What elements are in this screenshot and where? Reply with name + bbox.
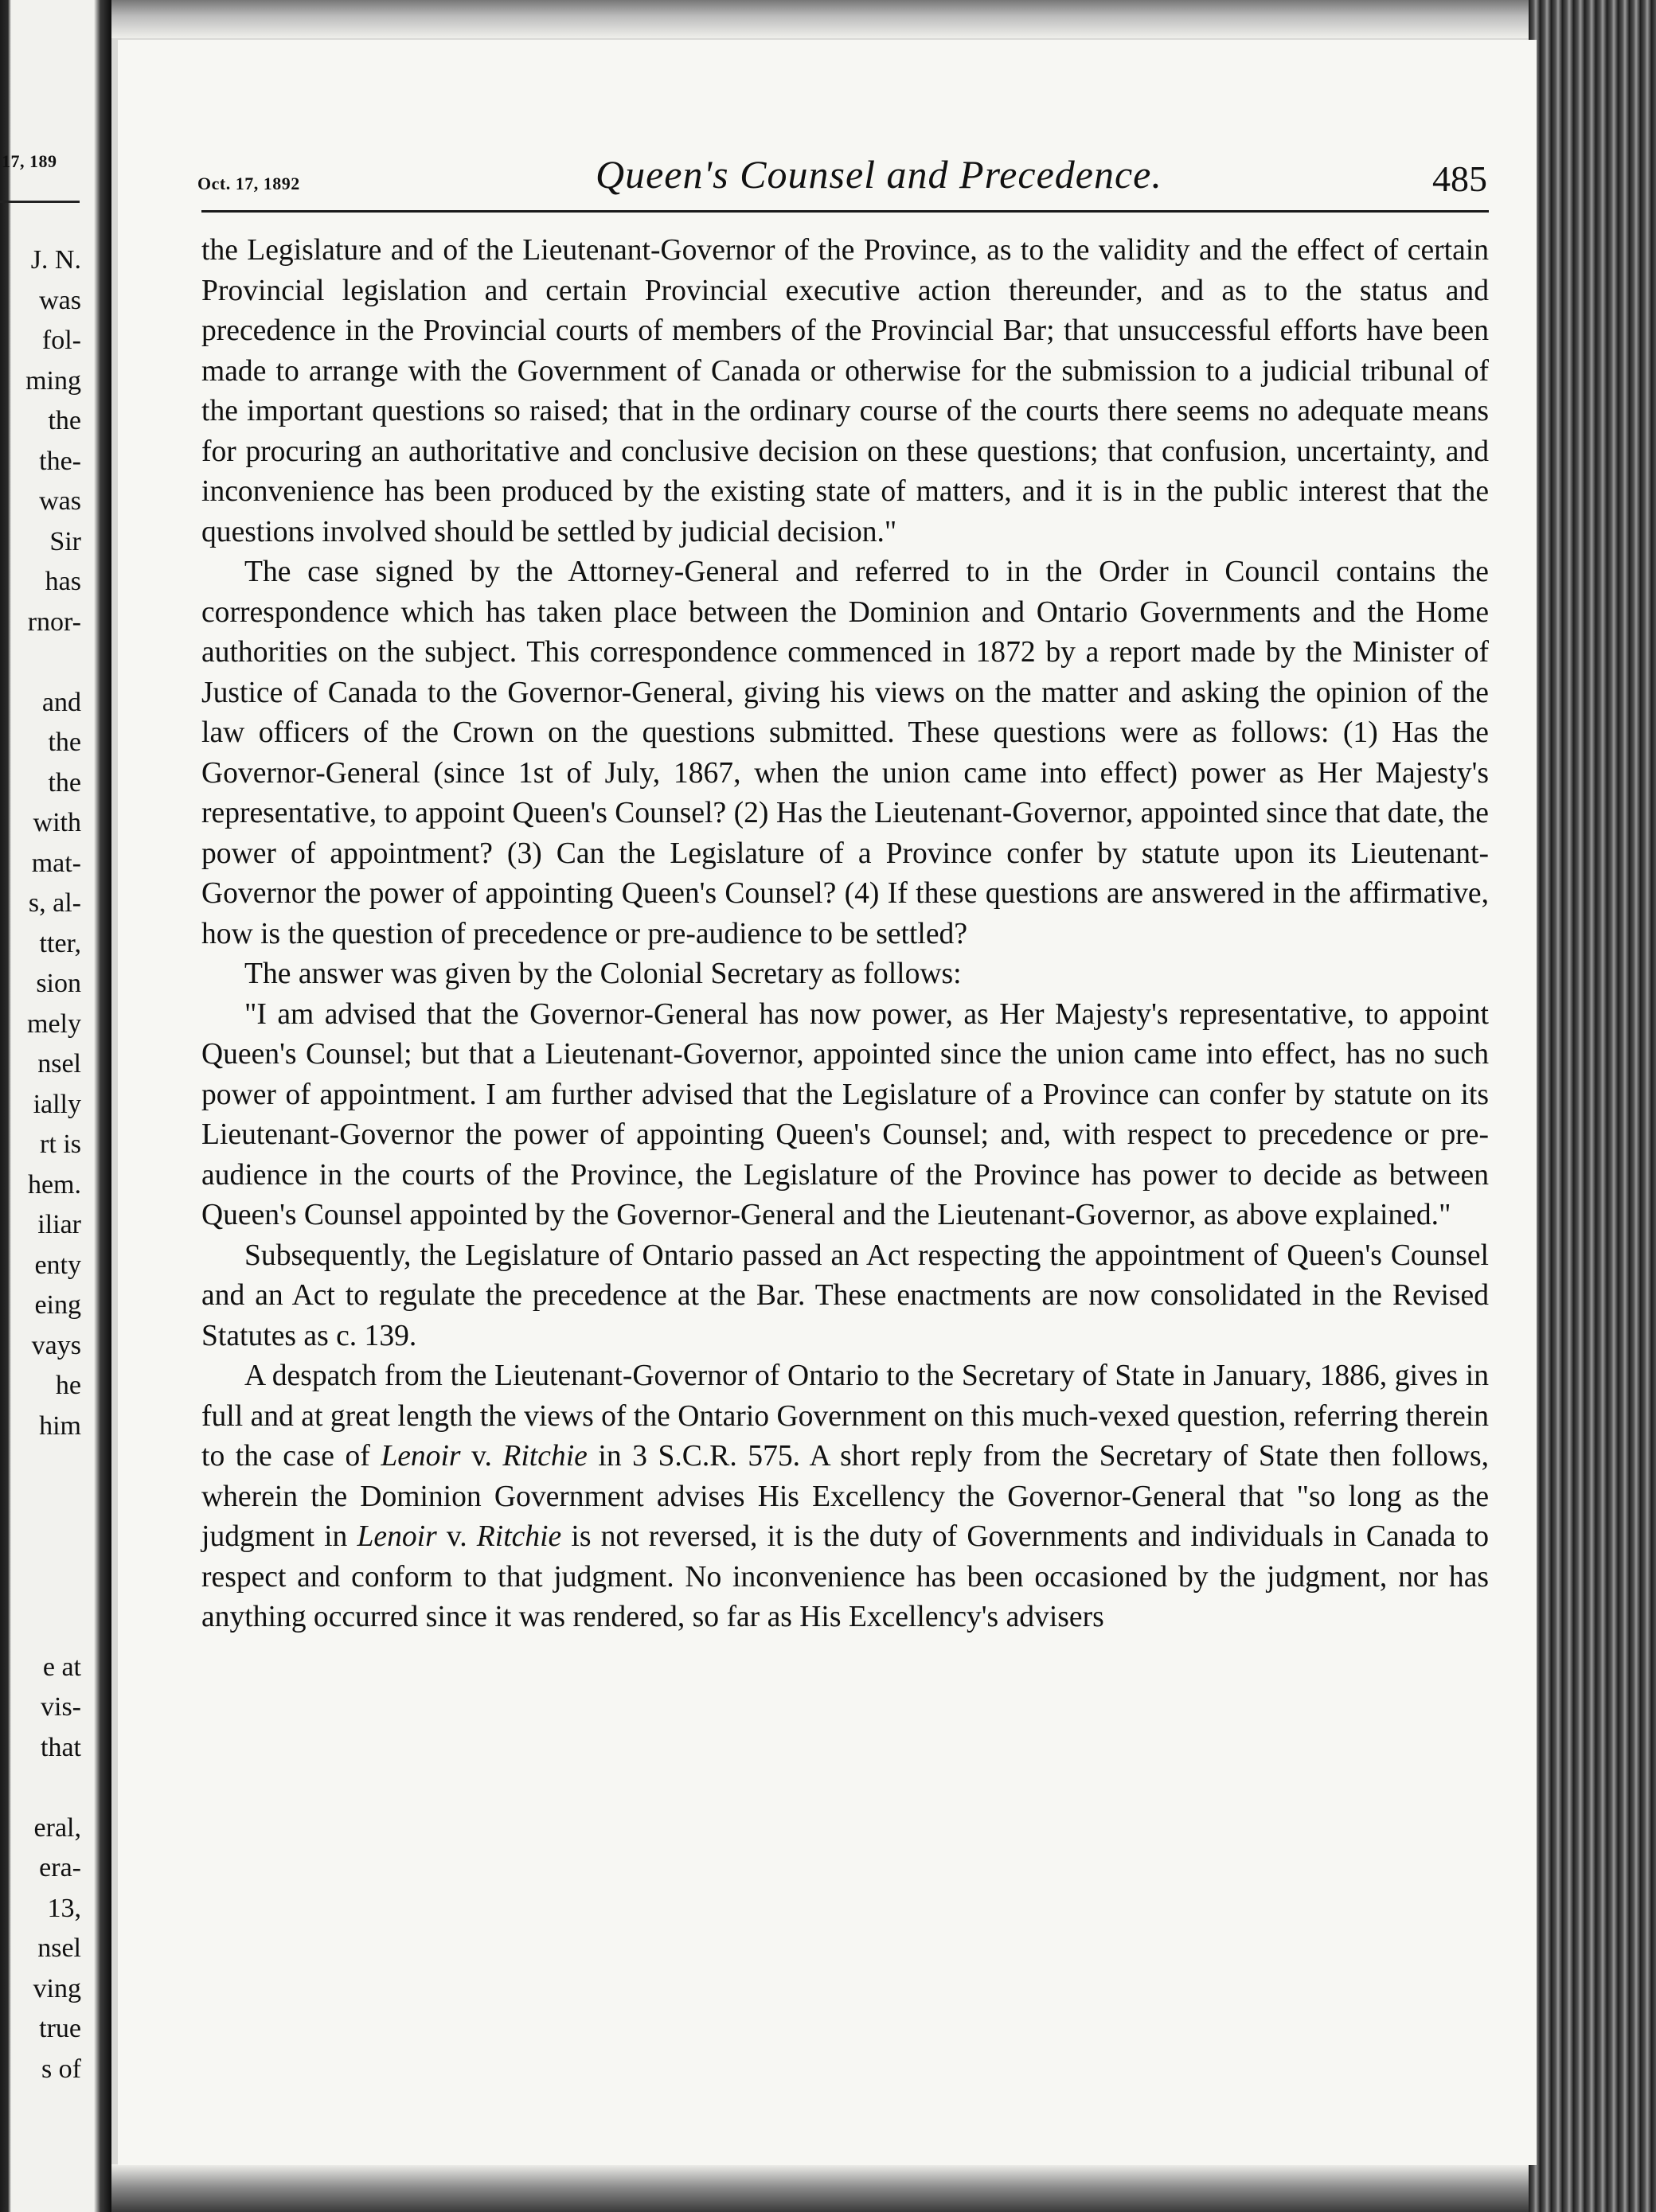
p6-seg-6: v.: [436, 1520, 477, 1553]
previous-page-word: was: [39, 285, 81, 315]
p6-seg-8: is not reversed, it is the duty of Governments and individuals in Canada to respect and conform to that judgment. No inconvenience has been occasioned by the judgment, nor has anything occurred since it was rendered, so far as His Excellency's advisers: [201, 1520, 1489, 1633]
previous-page-word: nsel: [37, 1933, 81, 1963]
previous-page-word: mat-: [31, 848, 81, 878]
previous-page-word: J. N.: [30, 245, 81, 275]
previous-page-word: sion: [36, 969, 81, 998]
previous-page-word: he: [55, 1371, 81, 1400]
case-name-lenoir-2: Lenoir: [357, 1520, 437, 1553]
previous-page-word: and: [41, 687, 81, 717]
previous-page-margin: [0, 151, 94, 2141]
previous-page-word: 13,: [47, 1893, 81, 1923]
previous-page-word: the-: [39, 446, 81, 476]
page-number: 485: [1432, 158, 1487, 199]
previous-page-word: the: [48, 406, 81, 435]
previous-page-word: rnor-: [27, 607, 81, 637]
previous-page-word: ially: [33, 1089, 81, 1119]
previous-page-word: fol-: [41, 326, 81, 355]
previous-page-word: has: [45, 567, 81, 596]
case-name-ritchie-2: Ritchie: [476, 1520, 562, 1553]
paragraph-5: Subsequently, the Legislature of Ontario passed an Act respecting the appointment of Queen's Counsel and an Act to regulate the precedence at the Bar. These enactments are now consolidated in the Revised Statutes as c. 139.: [201, 1239, 1489, 1352]
previous-page-word: nsel: [37, 1049, 81, 1079]
p6-seg-0: A despatch from the Lieutenant-Governor of Ontario to the Secretary of State in January, 1886, gives in full and at great length the views of the Ontario Government on this much-vexed question, referring therein to the case of: [201, 1360, 1489, 1473]
paragraph-3: The answer was given by the Colonial Secretary as follows:: [244, 958, 962, 990]
paragraph-6: [201, 1356, 1489, 1638]
scan-right-edge: [1529, 0, 1656, 2212]
previous-page-word: the: [48, 728, 81, 757]
paragraph-4-quotation: "I am advised that the Governor-General has now power, as Her Majesty's representative, to appoint Queen's Counsel; but that a Lieutenant-Governor, appointed since the union came into effect, has no such power of appointment. I am further advised that the Legislature of a Province can confer by statute on its Lieutenant-Governor the power of appointing Queen's Counsel; and, with respect to precedence or pre-audience in the courts of the Province, the Legislature of the Province has power to decide as between Queen's Counsel appointed by the Governor-General and the Lieutenant-Governor, as above explained.": [201, 997, 1489, 1231]
scan-top-edge: [111, 0, 1537, 38]
previous-page-word: hem.: [27, 1169, 81, 1200]
previous-page-word: enty: [34, 1250, 81, 1280]
case-name-ritchie: Ritchie: [502, 1440, 588, 1473]
paragraph-2: The case signed by the Attorney-General and referred to in the Order in Council contains the correspondence which has taken place between the Dominion and Ontario Governments and the Home authorities on the subject. This correspondence commenced in 1872 by a report made by the Minister of Justice of Canada to the Governor-General, giving his views on the matter and asking the opinion of the law officers of the Crown on the questions submitted. These questions were as follows: (1) Has the Governor-General (since 1st of July, 1867, when the union came into effect) power as Her Majesty's representative, to appoint Queen's Counsel? (2) Has the Lieutenant-Governor, appointed since that date, the power of appointment? (3) Can the Legislature of a Province confer by statute upon its Lieutenant-Governor the power of appointing Queen's Counsel? (4) If these questions are answered in the affirmative, how is the question of precedence or pre-audience to be settled?: [201, 556, 1489, 950]
previous-page-word: s, al-: [28, 888, 81, 918]
previous-page-word: eral,: [33, 1812, 81, 1843]
previous-page-word: the: [48, 767, 81, 798]
running-header: [197, 143, 1487, 207]
p6-seg-2: v.: [460, 1440, 503, 1473]
scan-bottom-edge: [111, 2164, 1537, 2212]
previous-page-word: e at: [42, 1652, 81, 1682]
previous-page-word: s of: [41, 2054, 81, 2084]
case-name-lenoir: Lenoir: [381, 1440, 461, 1473]
previous-page-word: him: [39, 1410, 81, 1441]
body-text: [201, 231, 1489, 1638]
header-date: Oct. 17, 1892: [197, 174, 300, 193]
previous-page-word: era-: [39, 1853, 81, 1882]
p6-seg-4: in 3 S.C.R. 575. A short reply from the Secretary of State then follows, wherein the Dominion Government advises His Excellency the Governor-General that "so long as the judgment in: [201, 1440, 1489, 1553]
previous-page-word: ving: [33, 1973, 81, 2003]
header-rule: [201, 210, 1489, 213]
previous-page-word: was: [39, 486, 81, 516]
previous-page-word: vays: [31, 1330, 81, 1360]
previous-page-word: that: [41, 1732, 81, 1762]
previous-page-word: mely: [27, 1008, 81, 1039]
previous-page-word: eing: [34, 1290, 81, 1320]
header-title: Queen's Counsel and Precedence.: [596, 152, 1162, 197]
previous-page-header-date: 17, 189: [2, 151, 57, 171]
paragraph-1: the Legislature and of the Lieutenant-Governor of the Province, as to the validity and the effect of certain Provincial legislation and certain Provincial executive action thereunder, and as to the status and precedence in the Provincial courts of members of the Provincial Bar; that unsuccessful efforts have been made to arrange with the Government of Canada or otherwise for the submission to a judicial tribunal of the important questions so raised; that in the ordinary course of the courts there seems no adequate means for procuring an authoritative and conclusive decision on these questions; that confusion, uncertainty, and inconvenience has been produced by the existing state of matters, and it is in the public interest that the questions involved should be settled by judicial decision.": [201, 234, 1489, 548]
previous-page-word: rt is: [40, 1129, 81, 1159]
previous-page-word: with: [33, 808, 81, 837]
book-page: [118, 40, 1537, 2165]
previous-page-word: ming: [25, 365, 81, 396]
previous-page-word: iliar: [37, 1210, 81, 1239]
previous-page-word: vis-: [41, 1692, 81, 1722]
previous-page-word: Sir: [49, 526, 81, 556]
previous-page-header-rule: [0, 201, 80, 203]
previous-page-word: true: [39, 2014, 81, 2043]
previous-page-word: tter,: [39, 928, 81, 958]
